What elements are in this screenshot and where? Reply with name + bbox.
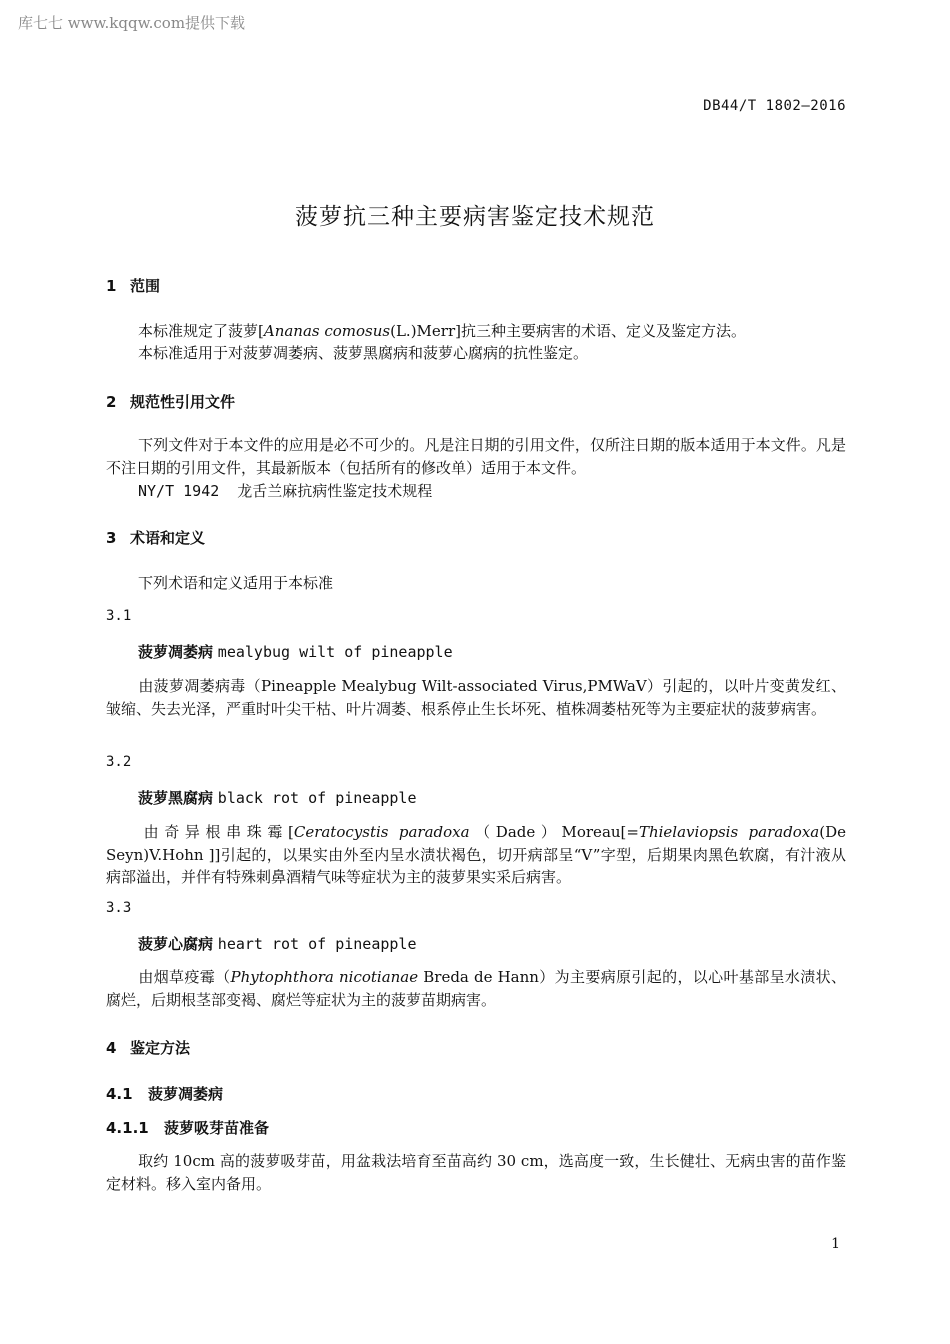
term-number: 3.2: [106, 754, 132, 770]
latin-name: Ceratocystis paradoxa: [293, 823, 470, 841]
section-number: 1: [106, 277, 117, 295]
seedling-preparation-paragraph: 取约 10cm 高的菠萝吸芽苗，用盆栽法培育至苗高约 30 cm，选高度一致，生长健壮、无病虫害的苗作鉴定材料。移入室内备用。: [106, 1152, 846, 1193]
term-heading: [138, 641, 453, 662]
reference-item: [106, 480, 846, 503]
term-definition: 由烟草疫霉（Phytophthora nicotianae Breda de Hann）为主要病原引起的，以心叶基部呈水渍状、腐烂，后期根茎部变褐、腐烂等症状为主的菠萝苗期病害。: [106, 968, 846, 1009]
section-title: 菠萝凋萎病: [148, 1085, 224, 1103]
section-title: 术语和定义: [130, 529, 206, 547]
section-1-heading: [106, 275, 160, 296]
term-definition: 由菠萝凋萎病毒（Pineapple Mealybug Wilt-associated Virus,PMWaV）引起的，以叶片变黄发红、皱缩、失去光泽，严重时叶尖干枯、叶片凋萎、根系停止生长坏死、植株凋萎枯死等为主要症状的菠萝病害。: [106, 677, 846, 718]
section-number: 4.1.1: [106, 1119, 149, 1137]
section-number: 4: [106, 1039, 117, 1057]
term-heading: [138, 933, 416, 954]
document-title: 菠萝抗三种主要病害鉴定技术规范: [295, 204, 655, 230]
document-number: DB44/T 1802—2016: [703, 98, 846, 114]
scope-paragraph-1: 本标准规定了菠萝[Ananas comosus(L.)Merr]抗三种主要病害的术语、定义及鉴定方法。: [138, 322, 746, 340]
subsection-4-1-1-heading: [106, 1117, 269, 1138]
reference-title: 龙舌兰麻抗病性鉴定技术规程: [237, 482, 433, 500]
section-title: 规范性引用文件: [130, 393, 236, 411]
section-title: 鉴定方法: [130, 1039, 191, 1057]
reference-code: NY/T 1942: [138, 482, 220, 500]
term-chinese: 菠萝心腐病: [138, 935, 214, 953]
term-definition: 由奇异根串珠霉[Ceratocystis paradoxa（Dade）Moreau[=Thielaviopsis paradoxa(De Seyn)V.Hohn ]]引起的，以果实由外至内呈水渍状褐色，切开病部呈“V”字型，后期果肉黑色软腐，有汁液从病部溢出，并伴有特殊刺鼻酒精气味等症状为主的菠萝果实采后病害。: [106, 823, 846, 886]
section-3-heading: [106, 527, 205, 548]
section-4-heading: [106, 1037, 190, 1058]
section-2-heading: [106, 391, 235, 412]
term-english: heart rot of pineapple: [217, 935, 417, 953]
term-number: 3.1: [106, 608, 132, 624]
section-number: 3: [106, 529, 117, 547]
page-number: 1: [831, 1236, 840, 1252]
latin-name: Phytophthora nicotianae: [230, 968, 419, 986]
term-english: black rot of pineapple: [217, 789, 417, 807]
scope-paragraph-2: 本标准适用于对菠萝凋萎病、菠萝黑腐病和菠萝心腐病的抗性鉴定。: [138, 344, 589, 362]
latin-name: Thielaviopsis paradoxa: [638, 823, 820, 841]
normative-references-paragraph: 下列文件对于本文件的应用是必不可少的。凡是注日期的引用文件，仅所注日期的版本适用于本文件。凡是不注日期的引用文件，其最新版本（包括所有的修改单）适用于本文件。: [106, 436, 846, 477]
term-number: 3.3: [106, 900, 132, 916]
term-heading: [138, 787, 416, 808]
section-number: 2: [106, 393, 117, 411]
term-chinese: 菠萝黑腐病: [138, 789, 214, 807]
term-english: mealybug wilt of pineapple: [217, 643, 453, 661]
section-title: 范围: [130, 277, 161, 295]
latin-name: Ananas comosus: [263, 322, 391, 340]
subsection-4-1-heading: [106, 1083, 223, 1104]
section-title: 菠萝吸芽苗准备: [164, 1119, 270, 1137]
term-chinese: 菠萝凋萎病: [138, 643, 214, 661]
terms-intro: 下列术语和定义适用于本标准: [138, 574, 334, 592]
section-number: 4.1: [106, 1085, 133, 1103]
watermark-text: 库七七 www.kqqw.com提供下载: [18, 14, 246, 32]
